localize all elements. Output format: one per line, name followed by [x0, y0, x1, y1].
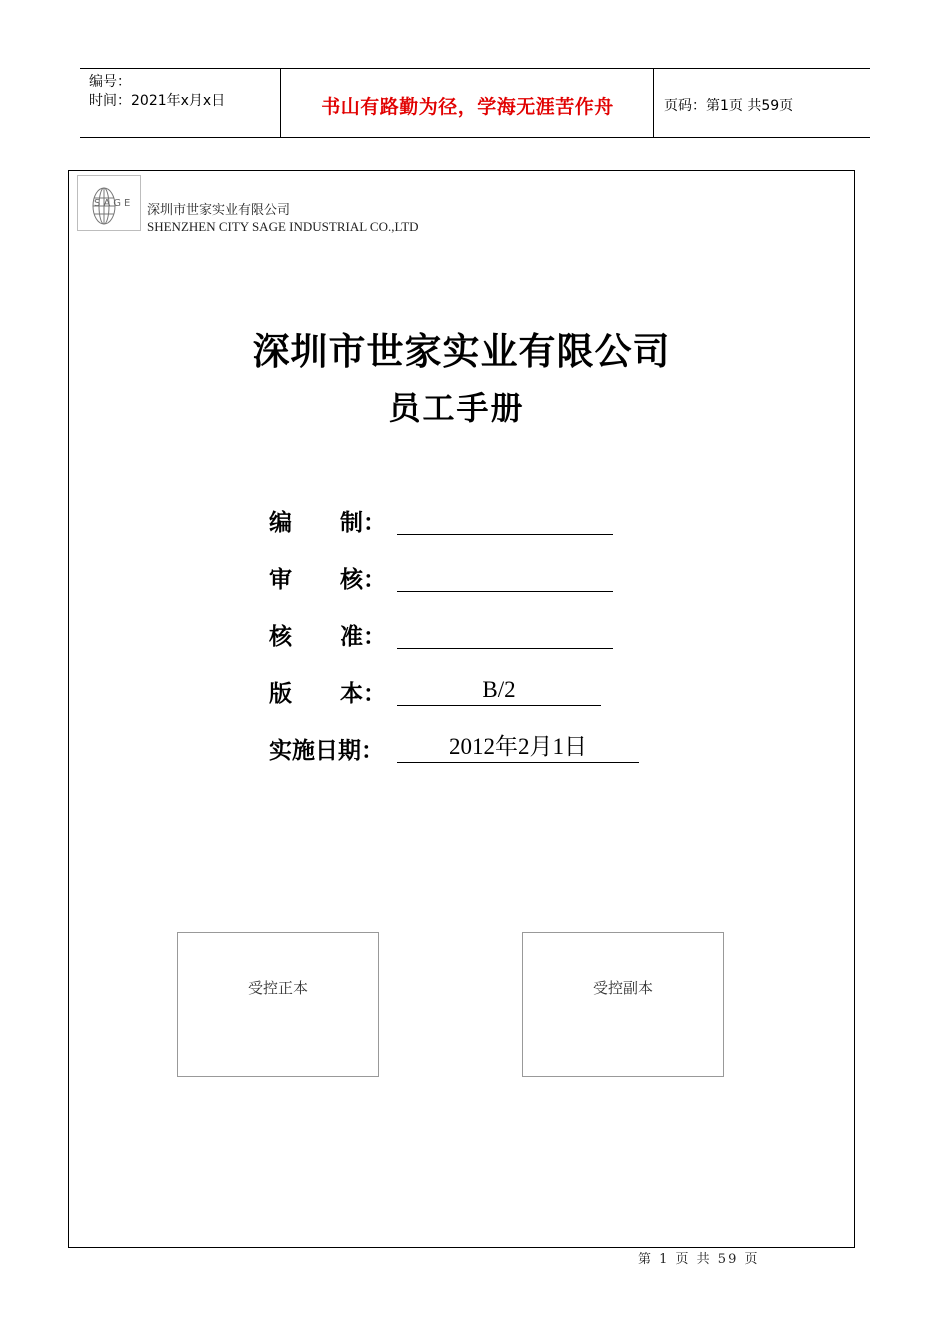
header-meta-cell — [80, 69, 281, 137]
field-label: 编 制： — [269, 510, 387, 536]
company-name-cn: 深圳市世家实业有限公司 — [147, 203, 291, 218]
controlled-copy-stamp — [522, 932, 724, 1077]
header-motto: 书山有路勤为径，学海无涯苦作舟 — [282, 69, 654, 137]
field-value — [397, 561, 613, 592]
field-value — [397, 618, 613, 649]
stamp-label: 受控副本 — [592, 979, 653, 997]
header-page-info: 页码：第1页 共59页 — [664, 98, 794, 114]
logo-text: SAGE — [94, 198, 134, 209]
field-label: 版 本： — [269, 681, 387, 707]
company-name-en: SHENZHEN CITY SAGE INDUSTRIAL CO.,LTD — [147, 219, 419, 234]
document-title-company: 深圳市世家实业有限公司 — [252, 330, 671, 373]
stamp-label: 受控正本 — [247, 979, 308, 997]
controlled-original-stamp — [177, 932, 379, 1077]
page-footer: 第 1 页 共 59 页 — [638, 1252, 760, 1267]
field-label: 实施日期： — [269, 738, 384, 764]
company-logo — [77, 175, 141, 231]
field-value: B/2 — [397, 675, 601, 706]
document-time-label: 时间：2021年x月x日 — [89, 93, 226, 109]
document-title-manual: 员工手册 — [388, 389, 525, 427]
document-frame — [68, 170, 855, 1248]
document-number-label: 编号： — [89, 74, 131, 90]
field-value: 2012年2月1日 — [397, 732, 639, 763]
field-value — [397, 504, 613, 535]
field-label: 审 核： — [269, 567, 387, 593]
page-header — [80, 68, 870, 138]
field-label: 核 准： — [269, 624, 387, 650]
